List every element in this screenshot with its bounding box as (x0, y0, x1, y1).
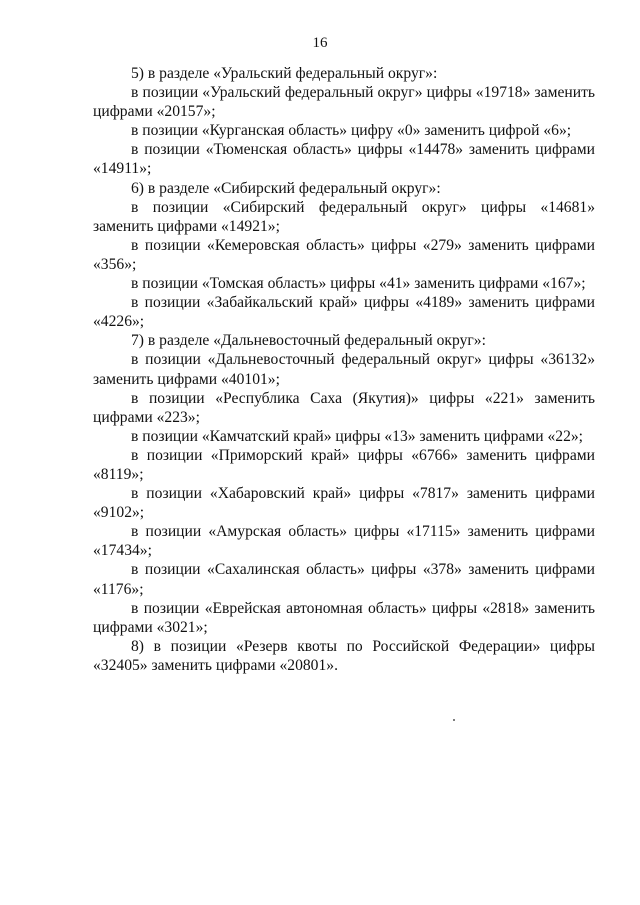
paragraph-far-eastern-district: в позиции «Дальневосточный федеральный округ» цифры «36132» заменить цифрами «40101»; (93, 351, 595, 388)
paragraph-zabaikalsky: в позиции «Забайкальский край» цифры «4189» заменить цифрами «4226»; (93, 294, 595, 331)
paragraph-kemerovo: в позиции «Кемеровская область» цифры «279» заменить цифрами «356»; (93, 236, 595, 273)
paragraph-tyumen: в позиции «Тюменская область» цифры «14478» заменить цифрами «14911»; (93, 141, 595, 178)
section-5-heading: 5) в разделе «Уральский федеральный округ»: (131, 65, 438, 82)
paragraph-primorsky: в позиции «Приморский край» цифры «6766» заменить цифрами «8119»; (93, 446, 595, 483)
paragraph-ural-district: в позиции «Уральский федеральный округ» цифры «19718» заменить цифрами «20157»; (93, 84, 595, 121)
document-body (93, 64, 595, 675)
paragraph-kamchatka: в позиции «Камчатский край» цифры «13» заменить цифрами «22»; (131, 427, 583, 445)
paragraph-kurgan: в позиции «Курганская область» цифру «0» заменить цифрой «6»; (131, 122, 572, 140)
paragraph-siberian-district: в позиции «Сибирский федеральный округ» цифры «14681» заменить цифрами «14921»; (93, 198, 595, 235)
paragraph-amur: в позиции «Амурская область» цифры «17115» заменить цифрами «17434»; (93, 523, 595, 560)
paragraph-khabarovsk: в позиции «Хабаровский край» цифры «7817» заменить цифрами «9102»; (93, 485, 595, 522)
paragraph-sakhalin: в позиции «Сахалинская область» цифры «378» заменить цифрами «1176»; (93, 561, 595, 598)
paragraph-tomsk: в позиции «Томская область» цифры «41» заменить цифрами «167»; (131, 275, 586, 293)
section-7-heading: 7) в разделе «Дальневосточный федеральный округ»: (131, 332, 486, 350)
page-number: 16 (312, 35, 328, 51)
paragraph-jewish-ao: в позиции «Еврейская автономная область» цифры «2818» заменить цифрами «3021»; (93, 599, 595, 636)
scan-speck (453, 719, 455, 721)
paragraph-sakha: в позиции «Республика Саха (Якутия)» цифры «221» заменить цифрами «223»; (93, 389, 595, 426)
section-8-reserve: 8) в позиции «Резерв квоты по Российской Федерации» цифры «32405» заменить цифрами «20801». (93, 637, 595, 674)
section-6-heading: 6) в разделе «Сибирский федеральный округ»: (131, 179, 441, 197)
